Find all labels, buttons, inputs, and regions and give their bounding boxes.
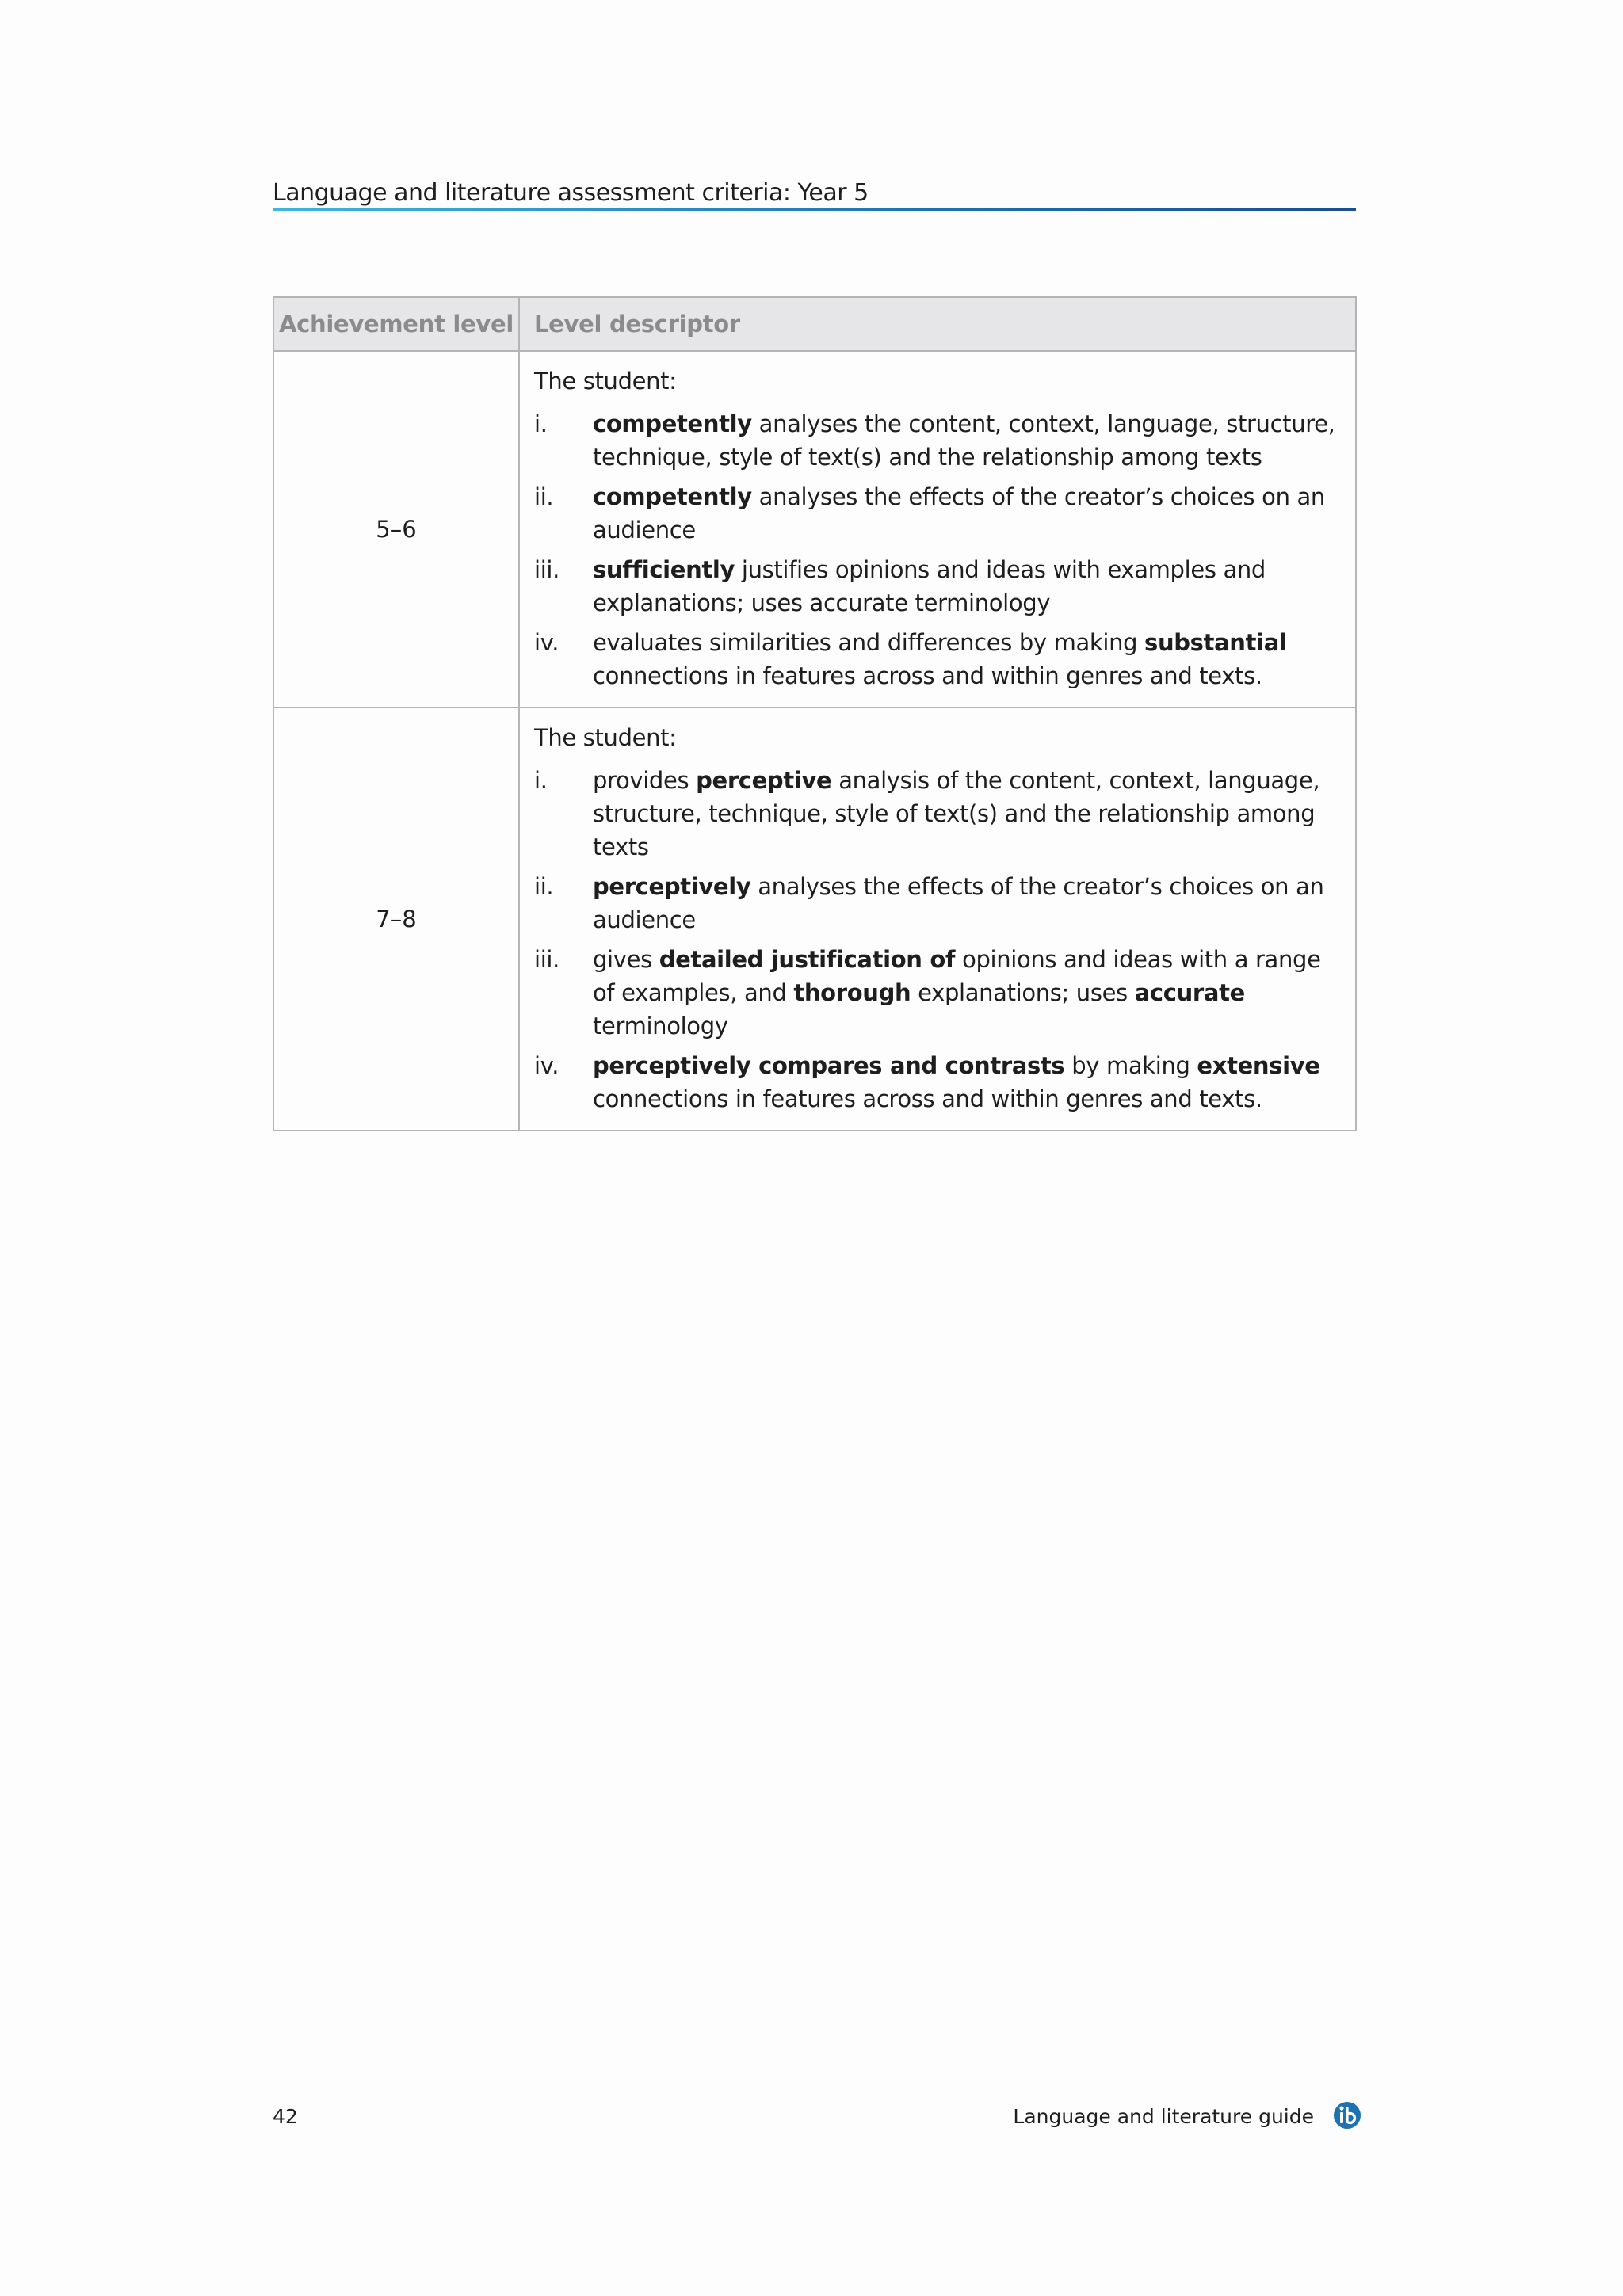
table-row: [273, 351, 1356, 707]
descriptor-item: [534, 407, 1341, 474]
assessment-criteria-table: [273, 296, 1357, 1131]
item-text: [593, 480, 1341, 547]
item-numeral: iv.: [534, 629, 559, 656]
column-header-achievement-level: Achievement level: [273, 297, 519, 351]
descriptor-item: [534, 1049, 1341, 1116]
item-text: [593, 764, 1341, 864]
item-numeral: i.: [534, 767, 548, 794]
text-run: provides: [593, 767, 697, 794]
emphasis-text: competently: [593, 410, 752, 437]
level-descriptor-cell: [519, 351, 1356, 707]
item-numeral: iv.: [534, 1052, 559, 1079]
text-run: connections in features across and within genres and texts.: [593, 1085, 1262, 1112]
item-numeral: iii.: [534, 556, 559, 583]
page-title: Language and literature assessment criteria: Year 5: [273, 179, 869, 207]
text-run: by making: [1064, 1052, 1197, 1079]
text-run: terminology: [593, 1013, 728, 1039]
descriptor-item: [534, 764, 1341, 864]
table-row: [273, 707, 1356, 1131]
ib-logo-icon: [1333, 2101, 1361, 2130]
descriptor-item: [534, 553, 1341, 620]
descriptor-item: [534, 870, 1341, 936]
emphasis-text: sufficiently: [593, 556, 735, 583]
emphasis-text: perceptive: [696, 767, 832, 794]
descriptor-intro: The student:: [534, 724, 677, 751]
emphasis-text: accurate: [1134, 979, 1245, 1006]
text-run: analyses the effects of the creator’s choices on an audience: [593, 483, 1325, 543]
item-numeral: i.: [534, 410, 548, 437]
item-text: [593, 870, 1341, 936]
table-header-row: [273, 297, 1356, 351]
page-number: 42: [273, 2105, 298, 2128]
text-run: connections in features across and within genres and texts.: [593, 662, 1262, 689]
item-text: [593, 1049, 1341, 1116]
emphasis-text: extensive: [1197, 1052, 1320, 1079]
emphasis-text: thorough: [793, 979, 911, 1006]
text-run: opinions and ideas with a range of examples, and: [593, 946, 1321, 1006]
descriptor-item: [534, 480, 1341, 547]
text-run: analyses the content, context, language, structure, technique, style of text(s) and the relationship among texts: [593, 410, 1335, 471]
item-numeral: ii.: [534, 483, 554, 510]
text-run: analyses the effects of the creator’s choices on an audience: [593, 873, 1324, 933]
emphasis-text: substantial: [1144, 629, 1287, 656]
emphasis-text: perceptively compares and contrasts: [593, 1052, 1065, 1079]
descriptor-intro: The student:: [534, 368, 677, 395]
column-header-level-descriptor: Level descriptor: [519, 297, 1356, 351]
text-run: gives: [593, 946, 659, 973]
emphasis-text: competently: [593, 483, 752, 510]
item-text: [593, 626, 1341, 692]
descriptor-item: [534, 626, 1341, 692]
text-run: justifies opinions and ideas with examples and explanations; uses accurate terminology: [593, 556, 1266, 616]
item-text: [593, 553, 1341, 620]
achievement-level-cell: 5–6: [273, 351, 519, 707]
text-run: evaluates similarities and differences by making: [593, 629, 1145, 656]
guide-title: Language and literature guide: [1013, 2105, 1314, 2128]
page-header: [273, 176, 1356, 211]
item-text: [593, 407, 1341, 474]
descriptor-item: [534, 943, 1341, 1043]
header-rule: [273, 208, 1356, 211]
text-run: analysis of the content, context, language, structure, technique, style of text(s) and the relationship among texts: [593, 767, 1320, 860]
item-text: [593, 943, 1341, 1043]
level-descriptor-cell: [519, 707, 1356, 1131]
item-numeral: iii.: [534, 946, 559, 973]
emphasis-text: perceptively: [593, 873, 751, 900]
achievement-level-cell: 7–8: [273, 707, 519, 1131]
item-numeral: ii.: [534, 873, 554, 900]
emphasis-text: detailed justification of: [659, 946, 956, 973]
text-run: explanations; uses: [911, 979, 1135, 1006]
